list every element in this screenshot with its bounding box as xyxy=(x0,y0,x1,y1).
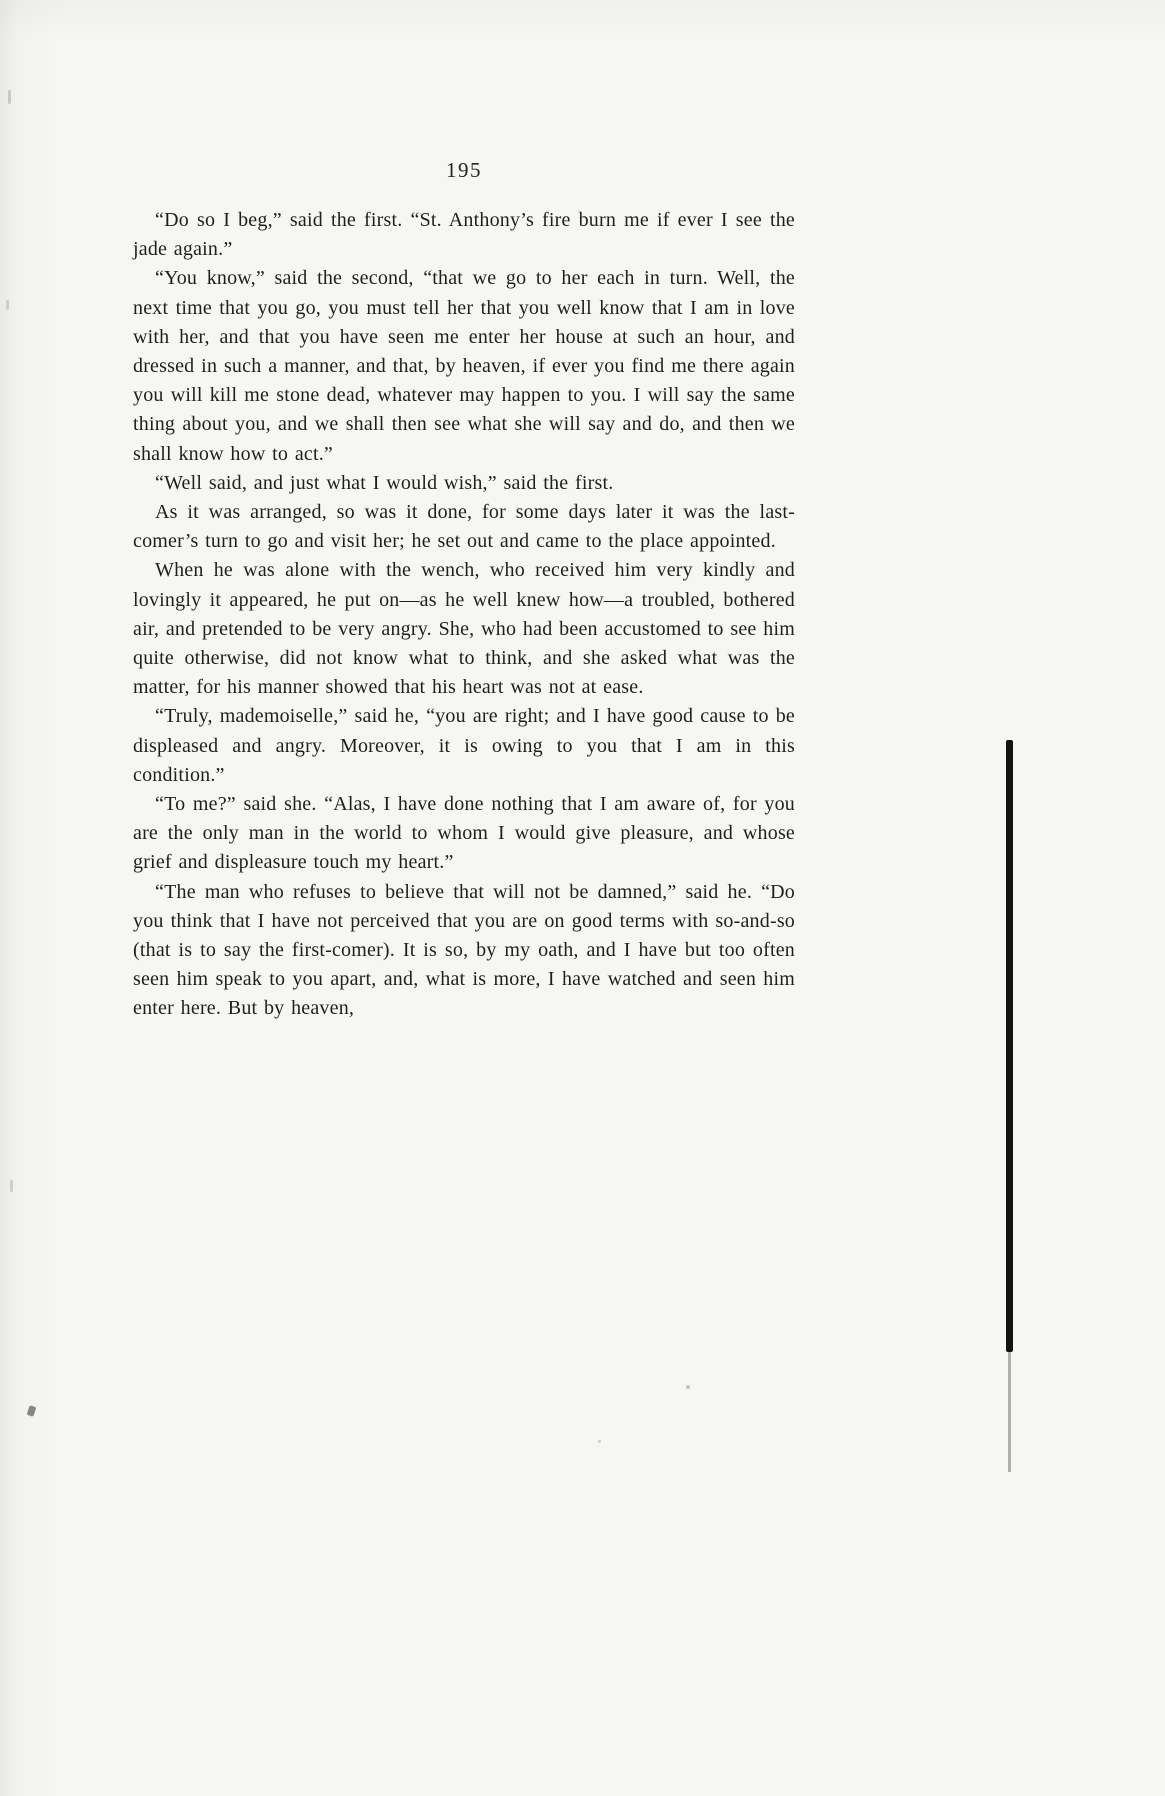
paragraph: As it was arranged, so was it done, for some days later it was the last-comer’s turn to go and visit her; he set out and came to the place appointed. xyxy=(133,501,795,553)
scan-artifact-bar xyxy=(1006,740,1013,1352)
paragraph: “Truly, mademoiselle,” said he, “you are right; and I have good cause to be displeased and angry. Moreover, it is owing to you that I am in this condition.” xyxy=(133,705,795,786)
paragraph: “To me?” said she. “Alas, I have done nothing that I am aware of, for you are the only man in the world to whom I would give pleasure, and whose grief and displeasure touch my heart.” xyxy=(133,793,795,874)
paragraph: “The man who refuses to believe that will not be damned,” said he. “Do you think that I have not perceived that you are on good terms with so-and-so (that is to say the first-comer). It is so, by my oath, and I have but too often seen him speak to you apart, and, what is more, I have watched and seen him enter here. But by heaven, xyxy=(133,880,795,1020)
paragraph: “Well said, and just what I would wish,” said the first. xyxy=(155,471,614,494)
scan-speck xyxy=(598,1440,601,1443)
scan-speck xyxy=(686,1385,690,1389)
scan-speck xyxy=(10,1180,13,1192)
page-number: 195 xyxy=(446,158,482,182)
scan-speck xyxy=(8,90,11,104)
scan-speck xyxy=(6,300,9,310)
scan-artifact-bar-faint xyxy=(1008,1352,1011,1472)
paragraph: When he was alone with the wench, who received him very kindly and lovingly it appeared, he put on—as he well knew how—a troubled, bothered air, and pretended to be very angry. She, who had been accustomed to see him quite otherwise, did not know what to think, and she asked what was the matter, for his manner showed that his heart was not at ease. xyxy=(133,559,795,699)
text-block xyxy=(133,206,795,1024)
paragraph: “Do so I beg,” said the first. “St. Anthony’s fire burn me if ever I see the jade again.” xyxy=(133,209,795,261)
paragraph: “You know,” said the second, “that we go to her each in turn. Well, the next time that you go, you must tell her that you well know that I am in love with her, and that you have seen me enter her house at such an hour, and dressed in such a manner, and that, by heaven, if ever you find me there again you will kill me stone dead, whatever may happen to you. I will say the same thing about you, and we shall then see what she will say and do, and then we shall know how to act.” xyxy=(133,267,795,465)
scan-speck xyxy=(27,1405,37,1417)
